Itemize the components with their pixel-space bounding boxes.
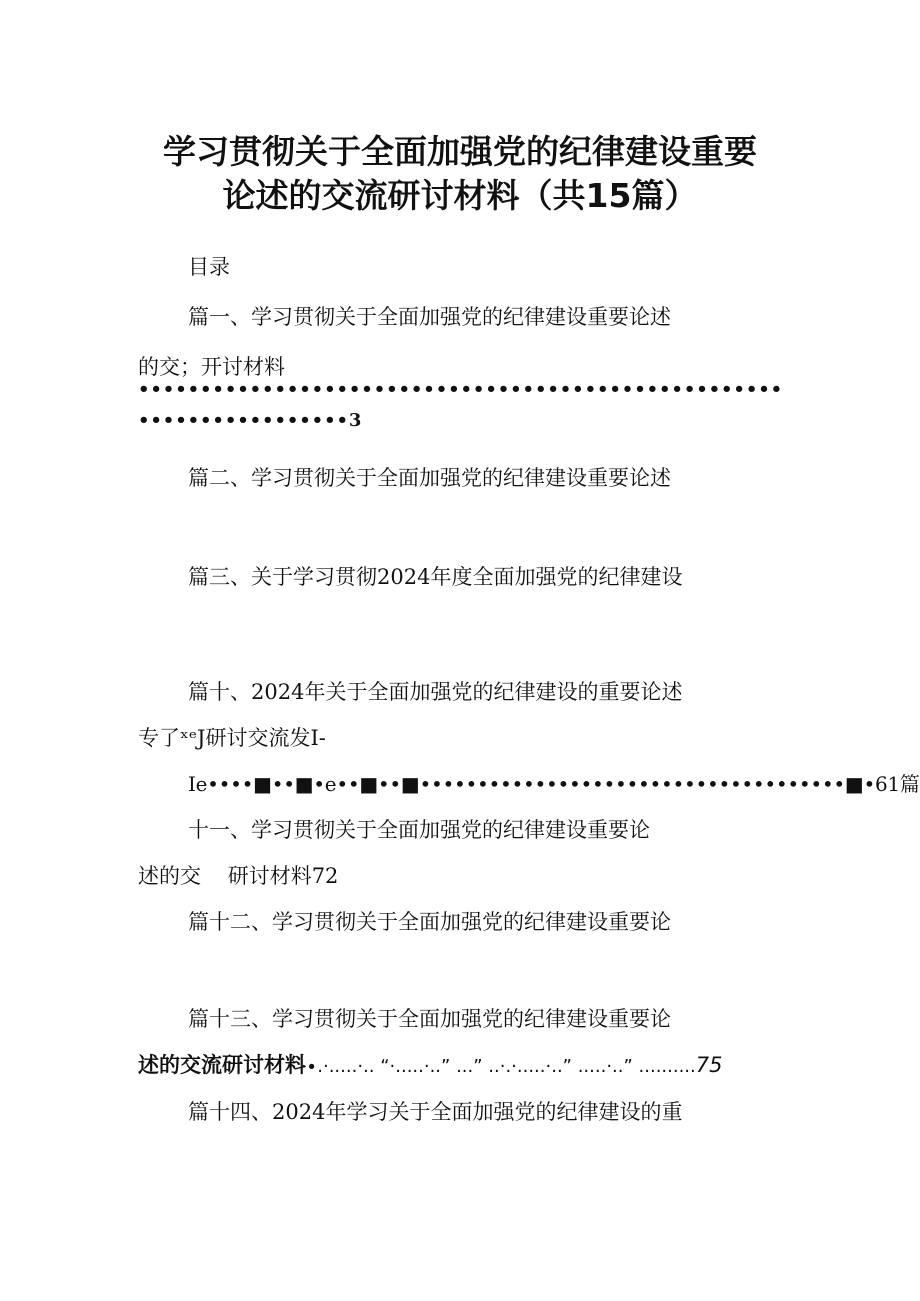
toc-entry-7-line-1: 篇十三、学习贯彻关于全面加强党的纪律建设重要论	[188, 1007, 671, 1031]
toc-entry-1-dot-leader: ••••••••••••••••••••••••••••••••••••••••••••••••••••	[138, 379, 784, 400]
toc-entry-1-page-number: •••••••••••••••••3	[138, 410, 363, 431]
document-title-line-1: 学习贯彻关于全面加强党的纪律建设重要	[163, 132, 757, 171]
toc-entry-4-line-1: 篇十、2024年关于全面加强党的纪律建设的重要论述	[188, 680, 683, 704]
toc-entry-4-page-line: Ie••••■••■•e••■••■•••••••••••••••••••••••••••••••••••••■•61篇	[188, 772, 920, 796]
toc-entry-4-line-2: 专了ˣᵉJ研讨交流发I-	[138, 726, 326, 750]
toc-entry-6-line-1: 篇十二、学习贯彻关于全面加强党的纪律建设重要论	[188, 910, 671, 934]
toc-entry-7-line-2	[138, 1049, 723, 1079]
toc-entry-1-line-2: 的交；开讨材料	[138, 355, 285, 379]
toc-entry-7-dot-leader: ∙.·.....·.. “·.....·..” ...” ..·.·.....·..” .....·..” ..........	[306, 1056, 696, 1077]
toc-entry-7-line-2-text: 述的交流研讨材料	[138, 1053, 306, 1077]
toc-entry-8-line-1: 篇十四、2024年学习关于全面加强党的纪律建设的重	[188, 1100, 683, 1124]
toc-entry-7-page-number: 75	[695, 1053, 723, 1077]
toc-entry-1-line-1: 篇一、学习贯彻关于全面加强党的纪律建设重要论述	[188, 305, 671, 329]
toc-entry-5-line-2: 述的交 研讨材料72	[138, 864, 339, 888]
toc-entry-5-line-1: 十一、学习贯彻关于全面加强党的纪律建设重要论	[188, 818, 650, 842]
toc-entry-3-line-1: 篇三、关于学习贯彻2024年度全面加强党的纪律建设	[188, 565, 683, 589]
toc-heading: 目录	[188, 255, 230, 279]
toc-entry-2-line-1: 篇二、学习贯彻关于全面加强党的纪律建设重要论述	[188, 466, 671, 490]
document-title-line-2: 论述的交流研讨材料（共15篇）	[222, 176, 698, 215]
